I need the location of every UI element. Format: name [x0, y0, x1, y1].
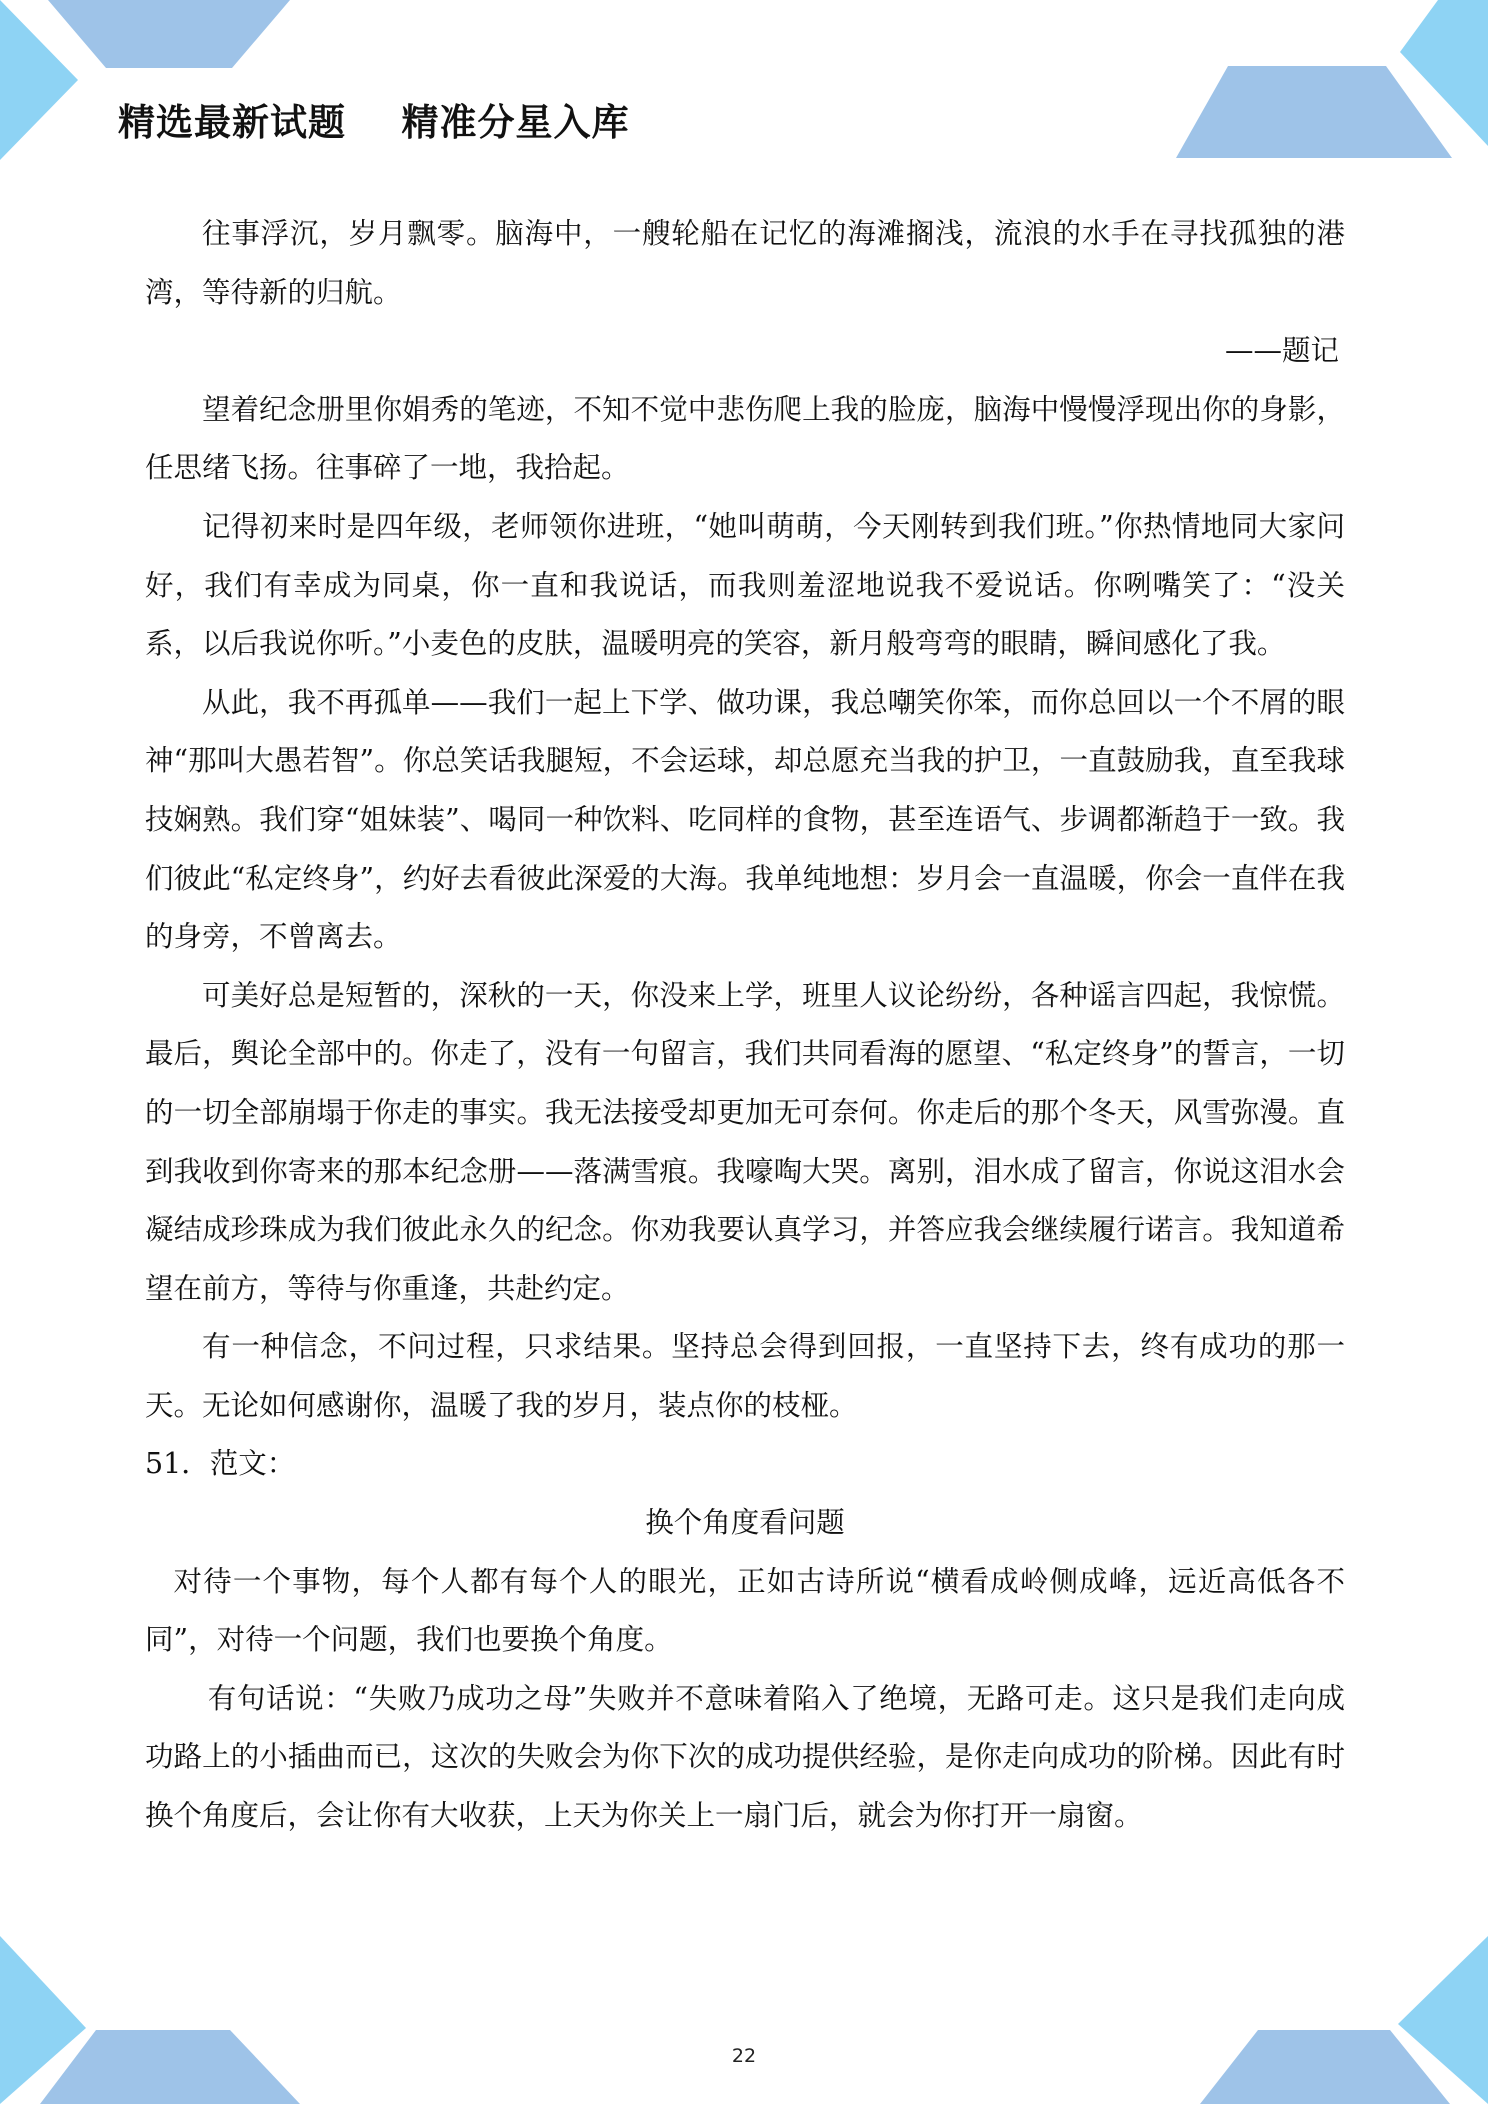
body-paragraph: 从此，我不再孤单——我们一起上下学、做功课，我总嘲笑你笨，而你总回以一个不屑的眼神“那叫大愚若智”。你总笑话我腿短，不会运球，却总愿充当我的护卫，一直鼓励我，直至我球技娴熟。我们穿“姐妹装”、喝同一种饮料、吃同样的食物，甚至连语气、步调都渐趋于一致。我们彼此“私定终身”，约好去看彼此深爱的大海。我单纯地想：岁月会一直温暖，你会一直伴在我的身旁，不曾离去。	[145, 685, 1345, 954]
body-paragraph: 可美好总是短暂的，深秋的一天，你没来上学，班里人议论纷纷，各种谣言四起，我惊慌。最后，舆论全部中的。你走了，没有一句留言，我们共同看海的愿望、“私定终身”的誓言，一切的一切全部崩塌于你走的事实。我无法接受却更加无可奈何。你走后的那个冬天，风雪弥漫。直到我收到你寄来的那本纪念册——落满雪痕。我嚎啕大哭。离别，泪水成了留言，你说这泪水会凝结成珍珠成为我们彼此永久的纪念。你劝我要认真学习，并答应我会继续履行诺言。我知道希望在前方，等待与你重逢，共赴约定。	[145, 978, 1345, 1305]
deco-bottom-left-trapezoid	[40, 2030, 300, 2104]
item-number-label: 51．范文：	[145, 1447, 296, 1481]
body-paragraph: 有句话说：“失败乃成功之母”失败并不意味着陷入了绝境，无路可走。这只是我们走向成功路上的小插曲而已，这次的失败会为你下次的成功提供经验，是你走向成功的阶梯。因此有时换个角度后，会让你有大收获，上天为你关上一扇门后，就会为你打开一扇窗。	[145, 1681, 1345, 1833]
body-paragraph: 望着纪念册里你娟秀的笔迹，不知不觉中悲伤爬上我的脸庞，脑海中慢慢浮现出你的身影，任思绪飞扬。往事碎了一地，我拾起。	[145, 392, 1345, 485]
deco-top-right-trapezoid	[1176, 66, 1452, 158]
article-body	[145, 205, 1345, 1846]
epigraph-paragraph: 往事浮沉，岁月飘零。脑海中，一艘轮船在记忆的海滩搁浅，流浪的水手在寻找孤独的港湾，等待新的归航。	[145, 217, 1345, 309]
essay-title: 换个角度看问题	[645, 1506, 845, 1540]
deco-bottom-right-trapezoid	[1200, 2030, 1450, 2104]
body-paragraph: 有一种信念，不问过程，只求结果。坚持总会得到回报，一直坚持下去，终有成功的那一天。无论如何感谢你，温暖了我的岁月，装点你的枝桠。	[145, 1330, 1345, 1422]
page-number: 22	[731, 2045, 757, 2067]
deco-top-left-triangle	[0, 0, 78, 160]
epigraph-signature: ——题记	[1224, 334, 1339, 368]
deco-top-left-trapezoid	[48, 0, 290, 68]
body-paragraph: 记得初来时是四年级，老师领你进班，“她叫萌萌，今天刚转到我们班。”你热情地同大家问好，我们有幸成为同桌，你一直和我说话，而我则羞涩地说我不爱说话。你咧嘴笑了：“没关系，以后我说你听。”小麦色的皮肤，温暖明亮的笑容，新月般弯弯的眼睛，瞬间感化了我。	[145, 509, 1345, 661]
header-title: 精选最新试题 精准分星入库	[118, 101, 630, 144]
body-paragraph: 对待一个事物，每个人都有每个人的眼光，正如古诗所说“横看成岭侧成峰，远近高低各不同”，对待一个问题，我们也要换个角度。	[145, 1564, 1345, 1657]
